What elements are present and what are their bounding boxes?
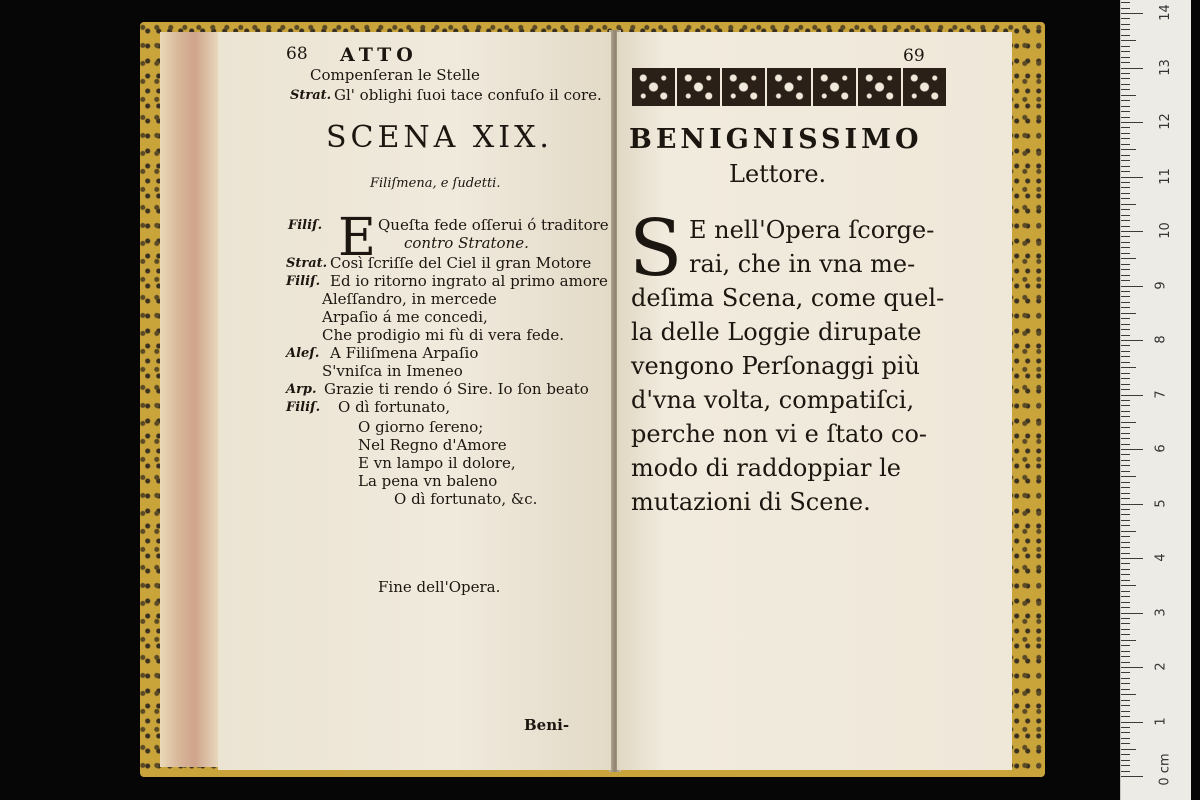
ruler-tick [1121,345,1130,346]
body-line: d'vna volta, compatiſci, [631,386,915,414]
left-page [218,32,611,770]
speaker-label: Strat. [286,256,328,271]
scene-title: SCENA XIX. [326,120,553,155]
ruler-tick [1121,18,1130,19]
dialogue-line: Queſta fede oſſerui ó traditore [378,216,609,234]
ruler-tick [1121,373,1130,374]
ruler-tick [1121,395,1143,396]
ruler-tick [1121,100,1130,101]
ruler-tick [1121,269,1130,270]
ruler-tick [1121,313,1136,314]
body-line: vengono Perſonaggi più [631,352,920,380]
ruler-tick [1121,493,1130,494]
ruler-tick [1121,133,1130,134]
ruler-tick [1121,487,1130,488]
dialogue-line: Arpaſio á me concedi, [322,308,488,326]
ruler-unit-label: 0 cm [1157,753,1173,786]
ruler-tick [1121,618,1130,619]
ruler-tick [1121,84,1130,85]
body-line: deſima Scena, come quel- [631,284,945,312]
ruler-tick [1121,514,1130,515]
page-edges [160,32,219,767]
ruler-mark-label: 2 [1153,662,1169,671]
ruler-tick [1121,760,1130,761]
title-subheading: Lettore. [729,160,827,188]
ruler-tick [1121,35,1130,36]
ruler-tick [1121,558,1143,559]
ruler-tick [1121,732,1130,733]
ruler-tick [1121,629,1130,630]
ruler-tick [1121,122,1143,123]
ruler-tick [1121,95,1136,96]
ruler-tick [1121,563,1130,564]
ruler-tick [1121,438,1130,439]
ruler-tick [1121,40,1136,41]
ornament-band [632,68,946,106]
ruler-tick [1121,258,1136,259]
ruler-tick [1121,683,1130,684]
dialogue-line: contro Stratone. [404,234,529,252]
ruler-mark-label: 6 [1153,444,1169,453]
drop-cap: E [338,208,376,268]
ruler-tick [1121,482,1130,483]
right-page-number: 69 [903,46,925,66]
dialogue-line: Così ſcriſſe del Ciel il gran Motore [330,254,592,272]
catchword: Beni- [524,716,570,734]
ornament-motif [858,68,901,106]
ruler-tick [1121,449,1143,450]
ruler-tick [1121,672,1130,673]
ruler-tick [1121,367,1136,368]
ruler-tick [1121,536,1130,537]
ruler-tick [1121,656,1130,657]
ruler-tick [1121,520,1130,521]
ruler-tick [1121,776,1143,777]
ruler-tick [1121,8,1130,9]
ruler-tick [1121,111,1130,112]
speaker-label: Arp. [286,382,317,397]
ruler-tick [1121,198,1130,199]
ruler-tick [1121,667,1143,668]
ruler-tick [1121,209,1130,210]
ruler-tick [1121,193,1130,194]
body-line: la delle Loggie dirupate [631,318,922,346]
ruler-tick [1121,525,1130,526]
ruler-tick [1121,187,1130,188]
ruler-tick [1121,427,1130,428]
ruler-tick [1121,591,1130,592]
ruler-tick [1121,640,1136,641]
ruler-tick [1121,754,1130,755]
ruler-tick [1121,318,1130,319]
ruler-tick [1121,340,1143,341]
ruler-tick [1121,765,1130,766]
ruler-tick [1121,569,1130,570]
ruler-tick [1121,171,1130,172]
ruler-tick [1121,307,1130,308]
ruler-tick [1121,68,1143,69]
ruler-tick [1121,291,1130,292]
ruler-tick [1121,117,1130,118]
ruler-tick [1121,286,1143,287]
body-line: mutazioni di Scene. [631,488,871,516]
speaker-label: Filiſ. [286,400,321,415]
ruler-tick [1121,694,1136,695]
ruler-tick [1121,743,1130,744]
ruler-tick [1121,247,1130,248]
ruler-tick [1121,384,1130,385]
ruler-tick [1121,634,1130,635]
ruler-tick [1121,351,1130,352]
ruler-tick [1121,476,1136,477]
ruler-mark-label: 3 [1153,607,1169,617]
ruler-tick [1121,498,1130,499]
ruler-tick [1121,422,1136,423]
dialogue-line: E vn lampo il dolore, [358,454,516,472]
ornament-motif [722,68,765,106]
ruler-tick [1121,504,1143,505]
ruler-mark-label: 5 [1153,498,1169,508]
ruler-tick [1121,711,1130,712]
ruler-tick [1121,689,1130,690]
ruler-tick [1121,335,1130,336]
measurement-ruler [1120,0,1191,800]
ruler-tick [1121,378,1130,379]
dialogue-line: Grazie ti rendo ó Sire. Io ſon beato [324,380,589,398]
speaker-label: Filiſ. [286,274,321,289]
speaker-label: Strat. [290,88,332,103]
dialogue-line: Aleſſandro, in mercede [322,290,497,308]
ruler-tick [1121,166,1130,167]
text-line: Gl' oblighi ſuoi tace confuſo il core. [334,86,602,104]
ruler-tick [1121,296,1130,297]
dialogue-line: S'vniſca in Imeneo [322,362,463,380]
body-line: E nell'Opera ſcorge- [689,216,935,244]
ornament-motif [767,68,810,106]
ruler-tick [1121,454,1130,455]
ruler-tick [1121,29,1130,30]
ruler-mark-label: 11 [1157,167,1173,185]
ruler-tick [1121,226,1130,227]
ruler-tick [1121,602,1130,603]
ruler-tick [1121,553,1130,554]
ornament-motif [903,68,946,106]
ornament-motif [677,68,720,106]
ruler-tick [1121,302,1130,303]
ruler-tick [1121,722,1143,723]
ruler-tick [1121,433,1130,434]
ruler-tick [1121,51,1130,52]
ruler-tick [1121,645,1130,646]
ruler-tick [1121,89,1130,90]
dialogue-line: Ed io ritorno ingrato al primo amore [330,272,608,290]
ruler-mark-label: 14 [1157,4,1173,21]
ruler-tick [1121,678,1130,679]
right-page [617,32,1012,770]
ruler-tick [1121,727,1130,728]
ruler-tick [1121,596,1130,597]
ruler-tick [1121,531,1136,532]
ruler-tick [1121,771,1130,772]
ruler-tick [1121,444,1130,445]
ruler-tick [1121,580,1130,581]
ruler-mark-label: 7 [1153,389,1169,399]
ornament-motif [632,68,675,106]
ruler-tick [1121,542,1130,543]
ruler-tick [1121,651,1130,652]
speaker-label: Aleſ. [286,346,320,361]
dialogue-line: O dì fortunato, &c. [394,490,538,508]
ruler-tick [1121,465,1130,466]
ruler-tick [1121,182,1130,183]
text-line: Compenſeran le Stelle [310,66,480,84]
ruler-tick [1121,253,1130,254]
ruler-tick [1121,242,1130,243]
ruler-tick [1121,405,1130,406]
ruler-tick [1121,236,1130,237]
ruler-tick [1121,356,1130,357]
ruler-tick [1121,400,1130,401]
ruler-tick [1121,2,1130,3]
ruler-tick [1121,46,1130,47]
ruler-tick [1121,62,1130,63]
scene-characters: Filiſmena, e ſudetti. [370,176,501,191]
ruler-tick [1121,177,1143,178]
ruler-tick [1121,607,1130,608]
ruler-mark-label: 10 [1157,222,1173,239]
dialogue-line: O dì fortunato, [338,398,451,416]
dialogue-line: Che prodigio mi fù di vera fede. [322,326,565,344]
ruler-tick [1121,389,1130,390]
ruler-tick [1121,57,1130,58]
ruler-tick [1121,738,1130,739]
ruler-tick [1121,13,1143,14]
body-line: modo di raddoppiar le [631,454,901,482]
dialogue-line: Nel Regno d'Amore [358,436,507,454]
ruler-tick [1121,106,1130,107]
ruler-tick [1121,155,1130,156]
ruler-mark-label: 13 [1157,58,1173,76]
ruler-tick [1121,716,1130,717]
dialogue-line: A Filiſmena Arpaſio [330,344,479,362]
ruler-tick [1121,460,1130,461]
ruler-tick [1121,749,1136,750]
body-line: rai, che in vna me- [689,250,916,278]
ruler-tick [1121,471,1130,472]
ruler-tick [1121,509,1130,510]
ruler-mark-label: 12 [1157,113,1173,130]
end-note: Fine dell'Opera. [378,578,501,596]
drop-cap: S [629,204,683,294]
title-heading: BENIGNISSIMO [629,124,923,155]
ruler-tick [1121,362,1130,363]
ruler-tick [1121,78,1130,79]
ruler-tick [1121,623,1130,624]
ruler-tick [1121,547,1130,548]
left-page-number: 68 [286,44,308,64]
ruler-tick [1121,73,1130,74]
ruler-tick [1121,705,1130,706]
ruler-tick [1121,127,1130,128]
ruler-tick [1121,231,1143,232]
ruler-mark-label: 4 [1153,553,1169,562]
ruler-tick [1121,574,1130,575]
body-line: perche non vi e ſtato co- [631,420,928,448]
dialogue-line: La pena vn baleno [358,472,498,490]
ruler-tick [1121,220,1130,221]
ruler-tick [1121,215,1130,216]
speaker-label: Filiſ. [288,218,323,233]
ruler-tick [1121,138,1130,139]
ruler-mark-label: 9 [1153,280,1169,290]
dialogue-line: O giorno ſereno; [358,418,484,436]
ruler-tick [1121,411,1130,412]
ruler-mark-label: 1 [1153,716,1169,726]
ruler-mark-label: 8 [1153,335,1169,344]
ruler-tick [1121,160,1130,161]
ruler-tick [1121,329,1130,330]
ruler-tick [1121,280,1130,281]
ruler-tick [1121,662,1130,663]
ruler-tick [1121,324,1130,325]
ruler-tick [1121,204,1136,205]
ruler-tick [1121,24,1130,25]
ruler-tick [1121,144,1130,145]
ruler-tick [1121,613,1143,614]
running-head: ATTO [340,44,418,66]
ruler-tick [1121,700,1130,701]
ornament-motif [813,68,856,106]
ruler-tick [1121,149,1136,150]
ruler-tick [1121,275,1130,276]
ruler-tick [1121,416,1130,417]
ruler-tick [1121,264,1130,265]
ruler-tick [1121,585,1136,586]
